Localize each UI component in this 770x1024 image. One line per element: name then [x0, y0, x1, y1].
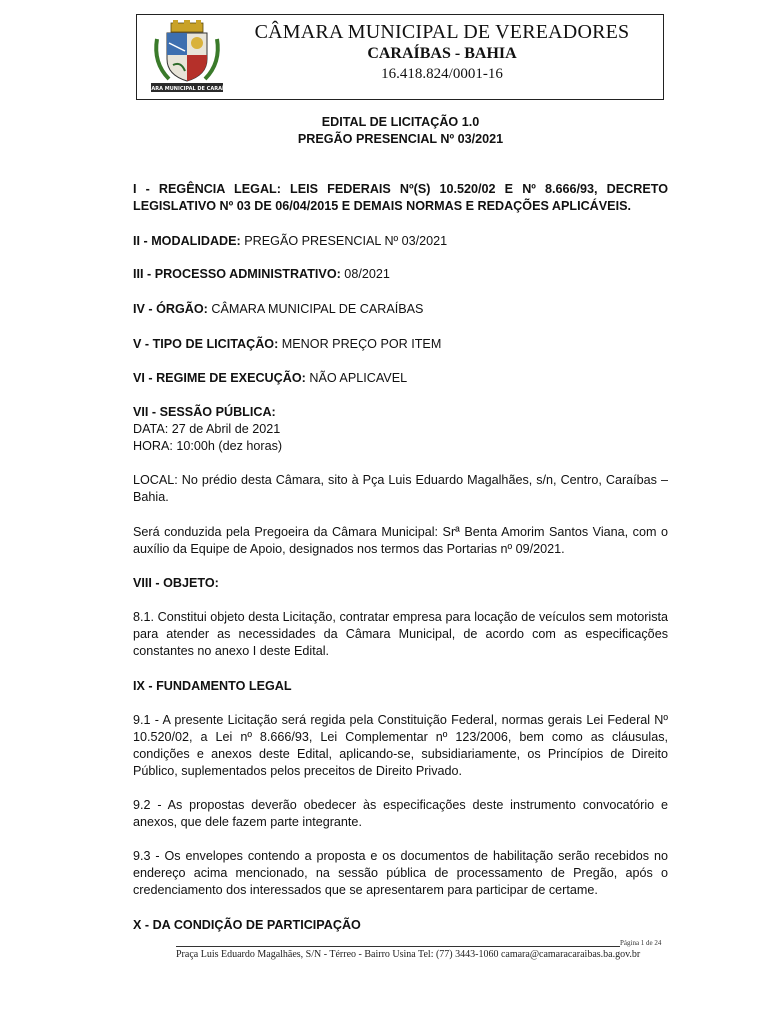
- section-regime: [133, 370, 668, 387]
- objeto-label: VIII - OBJETO:: [133, 576, 219, 590]
- section-regencia: I - REGÊNCIA LEGAL: LEIS FEDERAIS Nº(S) 10.520/02 E Nº 8.666/93, DECRETO LEGISLATIVO Nº 03 DE 06/04/2015 E DEMAIS NORMAS E REDAÇÕES APLICÁVEIS.: [133, 182, 668, 213]
- fundamento-9-1: 9.1 - A presente Licitação será regida pela Constituição Federal, normas gerais Lei Federal Nº 10.520/02, a Lei nº 8.666/93, Lei Complementar nº 123/2006, bem como as cláusulas, condições e anexos deste Edital, aplicando-se, subsidiariamente, os Princípios de Direito Público, suplementados pelos preceitos de Direito Privado.: [133, 713, 668, 778]
- conduzida-paragraph: Será conduzida pela Pregoeira da Câmara Municipal: Srª Benta Amorim Santos Viana, com o auxílio da Equipe de Apoio, designados nos termos das Portarias nº 09/2021.: [133, 525, 668, 556]
- sessao-label: VII - SESSÃO PÚBLICA:: [133, 405, 276, 419]
- fundamento-9-2: 9.2 - As propostas deverão obedecer às especificações deste instrumento convocatório e anexos, que dele fazem parte integrante.: [133, 798, 668, 829]
- page-number: Página 1 de 24: [620, 939, 662, 947]
- section-orgao: [133, 301, 668, 318]
- letterhead-title: CÂMARA MUNICIPAL DE VEREADORES: [254, 21, 630, 43]
- section-tipo: [133, 336, 668, 353]
- footer-address: Praça Luis Eduardo Magalhães, S/N - Térreo - Bairro Usina Tel: (77) 3443-1060 camara@camaracaraibas.ba.gov.br: [176, 949, 641, 960]
- sessao-hora: HORA: 10:00h (dez horas): [133, 439, 283, 453]
- letterhead-subtitle: CARAÍBAS - BAHIA: [367, 45, 517, 62]
- pregao-title: PREGÃO PRESENCIAL Nº 03/2021: [297, 132, 504, 146]
- sessao-data: DATA: 27 de Abril de 2021: [133, 422, 281, 436]
- section-modalidade: [133, 233, 668, 250]
- objeto-text: 8.1. Constitui objeto desta Licitação, contratar empresa para locação de veículos sem motorista para atender as necessidades da Câmara Municipal, de acordo com as especificações constantes no anexo I deste Edital.: [133, 610, 668, 658]
- regime-value: NÃO APLICAVEL: [305, 371, 408, 385]
- orgao-label: IV - ÓRGÃO:: [133, 302, 208, 316]
- edital-title: EDITAL DE LICITAÇÃO 1.0: [321, 115, 480, 129]
- tipo-label: V - TIPO DE LICITAÇÃO:: [133, 337, 279, 351]
- sessao-local: LOCAL: No prédio desta Câmara, sito à Pça Luis Eduardo Magalhães, s/n, Centro, Caraíbas – Bahia.: [133, 473, 668, 504]
- tipo-value: MENOR PREÇO POR ITEM: [278, 337, 442, 351]
- processo-label: III - PROCESSO ADMINISTRATIVO:: [133, 267, 341, 281]
- modalidade-value: PREGÃO PRESENCIAL Nº 03/2021: [240, 234, 448, 248]
- orgao-value: CÂMARA MUNICIPAL DE CARAÍBAS: [207, 302, 424, 316]
- processo-value: 08/2021: [340, 267, 390, 281]
- section-processo: [133, 266, 668, 283]
- letterhead-cnpj: 16.418.824/0001-16: [381, 66, 503, 82]
- condicao-label: X - DA CONDIÇÃO DE PARTICIPAÇÃO: [133, 918, 361, 932]
- crest-banner-text: CÂMARA MUNICIPAL DE CARAÍBAS: [138, 86, 236, 92]
- footer-divider: [176, 946, 620, 947]
- municipal-crest: [138, 21, 236, 95]
- fundamento-label: IX - FUNDAMENTO LEGAL: [133, 679, 292, 693]
- modalidade-label: II - MODALIDADE:: [133, 234, 241, 248]
- letterhead: [136, 14, 664, 100]
- regime-label: VI - REGIME DE EXECUÇÃO:: [133, 371, 306, 385]
- fundamento-9-3: 9.3 - Os envelopes contendo a proposta e os documentos de habilitação serão recebidos no endereço acima mencionado, na sessão pública de processamento de Pregão, após o credenciamento dos interessados que se apresentarem para participar de certame.: [133, 849, 668, 897]
